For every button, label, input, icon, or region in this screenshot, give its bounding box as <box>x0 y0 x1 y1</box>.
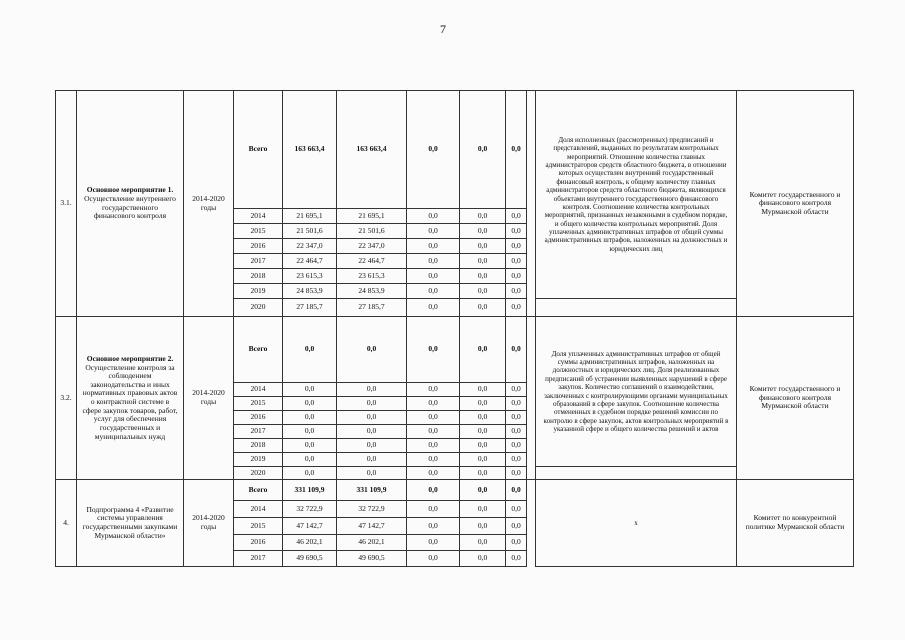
row-number: 3.2. <box>56 317 77 480</box>
period: 2014-2020 годы <box>184 480 234 567</box>
value-cell: 0,0 <box>506 501 527 518</box>
total-value: 0,0 <box>407 91 460 209</box>
value-cell: 0,0 <box>407 439 460 453</box>
table-row <box>56 480 854 501</box>
value-cell: 0,0 <box>407 411 460 425</box>
value-cell: 0,0 <box>337 397 407 411</box>
total-value: 0,0 <box>460 317 506 383</box>
row-number: 3.1. <box>56 91 77 317</box>
value-cell: 49 690,5 <box>337 551 407 567</box>
value-cell: 46 202,1 <box>283 535 337 551</box>
value-cell: 0,0 <box>407 467 460 480</box>
year-cell: 2015 <box>234 397 283 411</box>
total-value: 163 663,4 <box>283 91 337 209</box>
total-value: 0,0 <box>460 480 506 501</box>
value-cell: 47 142,7 <box>283 518 337 535</box>
total-value: 0,0 <box>283 317 337 383</box>
value-cell: 27 185,7 <box>337 299 407 317</box>
event-name <box>77 317 184 480</box>
value-cell: 0,0 <box>407 254 460 269</box>
value-cell: 22 464,7 <box>283 254 337 269</box>
value-cell: 0,0 <box>337 453 407 467</box>
value-cell: 0,0 <box>407 239 460 254</box>
value-cell: 0,0 <box>407 269 460 284</box>
value-cell: 23 615,3 <box>337 269 407 284</box>
indicators: Доля уплаченных административных штрафов от общей суммы административных штрафов, наложенных на должностных и юридических лиц. Доля реализованных предписаний об устранении выявленных нарушений в сфере закупок. Количество соглашений о взаимодействии, заключенных с контролирующими органами муниципальных образований в сфере закупок. Соотношение количества отмененных в судебном порядке решений комиссии по контролю в сфере закупок, актов контрольных мероприятий в указанной сфере и общего количества решений и актов <box>536 317 737 467</box>
value-cell: 0,0 <box>283 467 337 480</box>
value-cell: 0,0 <box>460 467 506 480</box>
value-cell: 21 695,1 <box>283 209 337 224</box>
value-cell: 0,0 <box>407 518 460 535</box>
value-cell: 49 690,5 <box>283 551 337 567</box>
value-cell: 0,0 <box>407 453 460 467</box>
row-number: 4. <box>56 480 77 567</box>
value-cell: 27 185,7 <box>283 299 337 317</box>
value-cell: 23 615,3 <box>283 269 337 284</box>
executor: Комитет по конкурентной политике Мурманской области <box>737 480 854 567</box>
value-cell: 0,0 <box>460 284 506 299</box>
value-cell: 47 142,7 <box>337 518 407 535</box>
value-cell: 21 501,6 <box>283 224 337 239</box>
value-cell: 0,0 <box>506 299 527 317</box>
event-description: Осуществление внутреннего государственного финансового контроля <box>84 193 176 221</box>
executor: Комитет государственного и финансового контроля Мурманской области <box>737 91 854 317</box>
event-title: Основное мероприятие 2. <box>86 353 174 363</box>
value-cell: 0,0 <box>506 467 527 480</box>
value-cell: 0,0 <box>506 439 527 453</box>
value-cell: 0,0 <box>506 224 527 239</box>
value-cell: 0,0 <box>460 501 506 518</box>
value-cell: 0,0 <box>506 239 527 254</box>
value-cell: 0,0 <box>506 411 527 425</box>
table-row <box>56 91 854 209</box>
indicators: Доля исполненных (рассмотренных) предписаний и представлений, выданных по результатам контрольных мероприятий. Отношение количества главных администраторов средств областного бюджета, в отношении которых осуществлен внутренний государственный финансовый контроль, к общему количеству главных администраторов средств областного бюджета, являющихся объектами внутреннего государственного финансового контроля. Соотношение количества контрольных мероприятий, признанных незаконными в судебном порядке, и общего количества контрольных мероприятий. Доля уплаченных административных штрафов от общей суммы административных штрафов, наложенных на должностных и юридических лиц <box>536 91 737 299</box>
year-cell: 2017 <box>234 425 283 439</box>
total-value: 0,0 <box>407 317 460 383</box>
value-cell: 0,0 <box>407 299 460 317</box>
value-cell: 0,0 <box>460 254 506 269</box>
year-cell: 2016 <box>234 411 283 425</box>
value-cell: 22 464,7 <box>337 254 407 269</box>
value-cell: 0,0 <box>460 439 506 453</box>
value-cell: 0,0 <box>337 467 407 480</box>
value-cell: 24 853,9 <box>337 284 407 299</box>
period: 2014-2020 годы <box>184 317 234 480</box>
event-description: Осуществление контроля за соблюдением законодательства и иных нормативных правовых актов о контрактной системе в сфере закупок товаров, работ, услуг для обеспечения государственных и муниципальных нужд <box>82 362 178 441</box>
event-title: Основное мероприятие 1. <box>86 185 174 195</box>
total-value: 0,0 <box>407 480 460 501</box>
year-cell: 2019 <box>234 284 283 299</box>
value-cell: 22 347,0 <box>337 239 407 254</box>
value-cell: 0,0 <box>460 535 506 551</box>
year-cell: 2014 <box>234 383 283 397</box>
value-cell: 0,0 <box>407 209 460 224</box>
value-cell: 0,0 <box>506 254 527 269</box>
program-table <box>55 90 854 567</box>
year-cell: 2020 <box>234 299 283 317</box>
year-cell: 2018 <box>234 269 283 284</box>
value-cell: 0,0 <box>460 209 506 224</box>
year-cell: 2020 <box>234 467 283 480</box>
value-cell: 0,0 <box>460 551 506 567</box>
value-cell: 0,0 <box>506 269 527 284</box>
value-cell: 0,0 <box>407 535 460 551</box>
value-cell: 0,0 <box>506 383 527 397</box>
value-cell: 0,0 <box>460 453 506 467</box>
value-cell: 0,0 <box>460 269 506 284</box>
indicators: х <box>536 480 737 567</box>
year-cell: 2016 <box>234 239 283 254</box>
total-label: Всего <box>234 480 283 501</box>
value-cell: 0,0 <box>407 425 460 439</box>
value-cell: 0,0 <box>407 501 460 518</box>
year-cell: 2014 <box>234 501 283 518</box>
page-number: 7 <box>440 22 446 36</box>
year-cell: 2017 <box>234 551 283 567</box>
event-name <box>77 91 184 317</box>
value-cell: 0,0 <box>460 411 506 425</box>
executor: Комитет государственного и финансового контроля Мурманской области <box>737 317 854 480</box>
value-cell: 22 347,0 <box>283 239 337 254</box>
value-cell: 0,0 <box>460 425 506 439</box>
value-cell: 21 501,6 <box>337 224 407 239</box>
total-value: 0,0 <box>506 91 527 209</box>
value-cell: 0,0 <box>506 425 527 439</box>
value-cell: 0,0 <box>506 397 527 411</box>
value-cell: 0,0 <box>337 439 407 453</box>
value-cell: 0,0 <box>337 425 407 439</box>
value-cell: 0,0 <box>283 397 337 411</box>
value-cell: 0,0 <box>283 411 337 425</box>
value-cell: 0,0 <box>460 397 506 411</box>
year-cell: 2019 <box>234 453 283 467</box>
year-cell: 2018 <box>234 439 283 453</box>
value-cell: 0,0 <box>283 439 337 453</box>
total-value: 163 663,4 <box>337 91 407 209</box>
total-value: 0,0 <box>460 91 506 209</box>
value-cell: 0,0 <box>460 383 506 397</box>
total-value: 0,0 <box>506 317 527 383</box>
year-cell: 2017 <box>234 254 283 269</box>
value-cell: 0,0 <box>407 224 460 239</box>
value-cell: 0,0 <box>407 397 460 411</box>
value-cell: 32 722,9 <box>337 501 407 518</box>
year-cell: 2016 <box>234 535 283 551</box>
value-cell: 0,0 <box>460 239 506 254</box>
value-cell: 0,0 <box>407 284 460 299</box>
value-cell: 0,0 <box>460 299 506 317</box>
subprogram-name: Подпрограмма 4 «Развитие системы управления государственными закупками Мурманской области» <box>77 480 184 567</box>
value-cell: 0,0 <box>506 535 527 551</box>
value-cell: 0,0 <box>506 551 527 567</box>
total-value: 331 109,9 <box>283 480 337 501</box>
total-label: Всего <box>234 317 283 383</box>
value-cell: 0,0 <box>337 411 407 425</box>
value-cell: 0,0 <box>506 209 527 224</box>
value-cell: 0,0 <box>337 383 407 397</box>
value-cell: 21 695,1 <box>337 209 407 224</box>
year-cell: 2015 <box>234 224 283 239</box>
period: 2014-2020 годы <box>184 91 234 317</box>
total-value: 0,0 <box>506 480 527 501</box>
table-row <box>56 317 854 383</box>
year-cell: 2015 <box>234 518 283 535</box>
value-cell: 0,0 <box>407 551 460 567</box>
value-cell: 0,0 <box>506 284 527 299</box>
total-value: 0,0 <box>337 317 407 383</box>
value-cell: 0,0 <box>283 383 337 397</box>
total-value: 331 109,9 <box>337 480 407 501</box>
year-cell: 2014 <box>234 209 283 224</box>
value-cell: 32 722,9 <box>283 501 337 518</box>
value-cell: 0,0 <box>283 453 337 467</box>
value-cell: 0,0 <box>407 383 460 397</box>
value-cell: 0,0 <box>460 518 506 535</box>
value-cell: 24 853,9 <box>283 284 337 299</box>
total-label: Всего <box>234 91 283 209</box>
value-cell: 0,0 <box>506 453 527 467</box>
value-cell: 0,0 <box>506 518 527 535</box>
value-cell: 46 202,1 <box>337 535 407 551</box>
value-cell: 0,0 <box>460 224 506 239</box>
value-cell: 0,0 <box>283 425 337 439</box>
